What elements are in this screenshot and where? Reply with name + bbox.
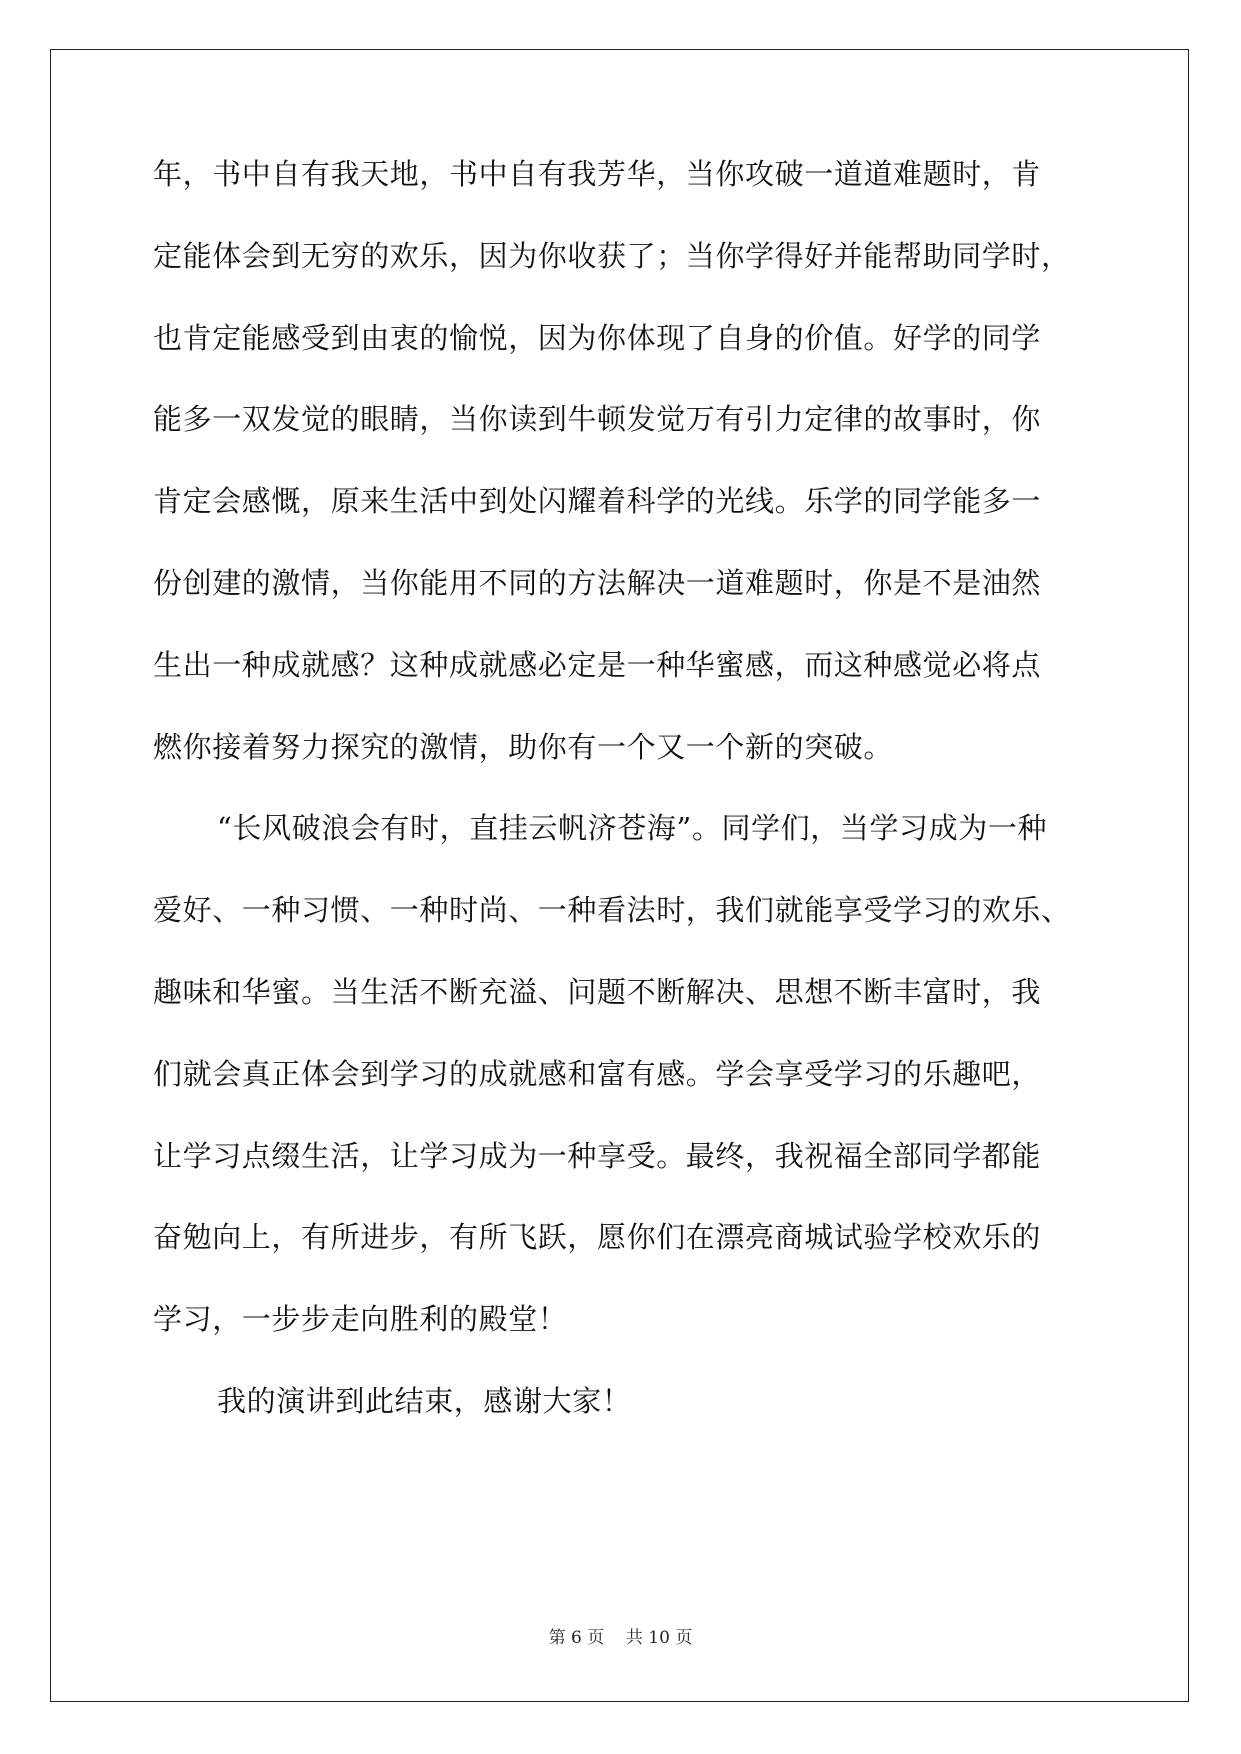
text-line: 燃你接着努力探究的激情，助你有一个又一个新的突破。 (153, 729, 894, 764)
text-line: 奋勉向上，有所进步，有所飞跃，愿你们在漂亮商城试验学校欢乐的 (153, 1220, 1042, 1255)
text-line: 爱好、一种习惯、一种时尚、一种看法时，我们就能享受学习的欢乐、 (153, 893, 1071, 928)
text-line: 能多一双发觉的眼睛，当你读到牛顿发觉万有引力定律的故事时，你 (153, 402, 1042, 437)
text-line: 趣味和华蜜。当生活不断充溢、问题不断解决、思想不断丰富时，我 (153, 974, 1042, 1009)
text-line: 也肯定能感受到由衷的愉悦，因为你体现了自身的价值。好学的同学 (153, 320, 1042, 355)
document-body (153, 157, 1093, 1469)
text-line: “长风破浪会有时，直挂云帆济苍海”。同学们，当学习成为一种 (217, 811, 1048, 846)
text-line: 们就会真正体会到学习的成就感和富有感。学会享受学习的乐趣吧， (153, 1056, 1042, 1091)
text-line: 年，书中自有我天地，书中自有我芳华，当你攻破一道道难题时，肯 (153, 157, 1042, 191)
text-line: 肯定会感慨，原来生活中到处闪耀着科学的光线。乐学的同学能多一 (153, 484, 1042, 519)
text-line: 我的演讲到此结束，感谢大家！ (217, 1383, 632, 1418)
page-number-footer: 第 6 页 共 10 页 (548, 1628, 693, 1648)
text-line: 生出一种成就感？这种成就感必定是一种华蜜感，而这种感觉必将点 (153, 647, 1042, 682)
text-line: 让学习点缀生活，让学习成为一种享受。最终，我祝福全部同学都能 (153, 1138, 1042, 1173)
text-line: 学习，一步步走向胜利的殿堂！ (153, 1302, 568, 1337)
text-line: 定能体会到无穷的欢乐，因为你收获了；当你学得好并能帮助同学时， (153, 238, 1071, 273)
text-line: 份创建的激情，当你能用不同的方法解决一道难题时，你是不是油然 (153, 565, 1042, 600)
